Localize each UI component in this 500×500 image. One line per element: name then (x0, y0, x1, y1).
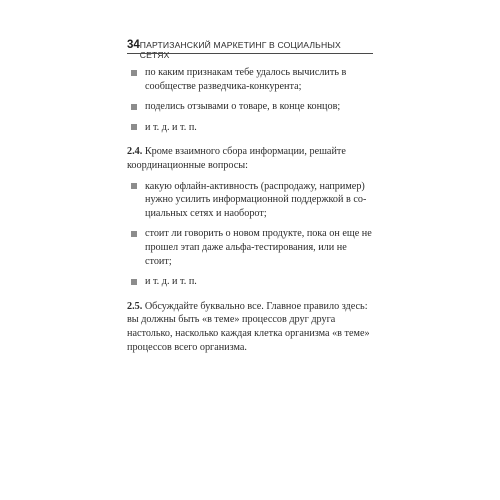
square-bullet-icon (131, 183, 137, 189)
section-text: Обсуждайте буквально все. Главное правило здесь: вы должны быть «в теме» процессов друг друга настолько, насколько каждая клетка организма «в теме» процессов всего организма. (127, 300, 370, 353)
intro-list (127, 66, 373, 134)
section-number: 2.5. (127, 300, 143, 312)
section-number: 2.4. (127, 146, 143, 158)
square-bullet-icon (131, 279, 137, 285)
list-item: поделись отзывами о товаре, в конце концов; (127, 100, 373, 114)
page-body (127, 66, 373, 354)
running-title: ПАРТИЗАНСКИЙ МАРКЕТИНГ В СОЦИАЛЬНЫХ СЕТЯХ (139, 40, 341, 60)
list-item: по каким признакам тебе удалось вычислить в сообществе разведчика-конкурента; (127, 66, 373, 93)
square-bullet-icon (131, 231, 137, 237)
section-text: Кроме взаимного сбора информации, решайте координационные вопросы: (127, 146, 346, 171)
page-number: 34 (127, 39, 140, 51)
section-2-4-paragraph (127, 145, 373, 172)
section-2-4 (127, 145, 373, 288)
section-2-5-paragraph (127, 300, 373, 354)
section-2-5 (127, 300, 373, 354)
list-item: какую офлайн-активность (распродажу, например) нужно усилить информационной поддержкой в социальных сетях и наоборот; (127, 180, 373, 221)
section-2-4-list (127, 180, 373, 289)
header-rule (127, 53, 373, 54)
square-bullet-icon (131, 104, 137, 110)
square-bullet-icon (131, 70, 137, 76)
list-item: стоит ли говорить о новом продукте, пока он еще не прошел этап даже альфа-тестирования, или не стоит; (127, 227, 373, 268)
list-item: и т. д. и т. п. (127, 275, 373, 289)
list-item: и т. д. и т. п. (127, 121, 373, 135)
square-bullet-icon (131, 124, 137, 130)
running-header (127, 39, 373, 60)
